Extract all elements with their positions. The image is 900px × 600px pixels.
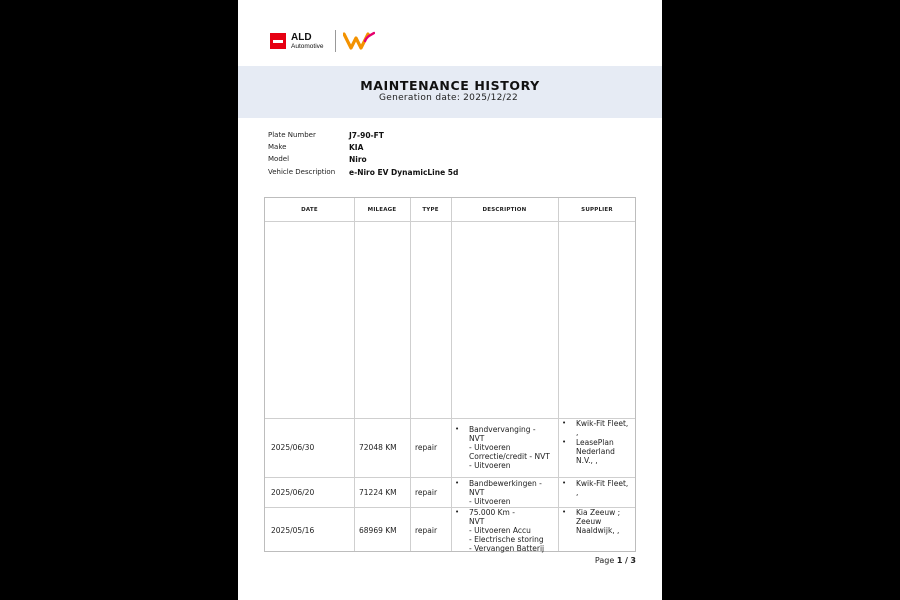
supplier-line: • Kwik-Fit Fleet, xyxy=(576,419,629,428)
vehicle-description-value: e-Niro EV DynamicLine 5d xyxy=(349,167,459,177)
description-line: - Uitvoeren xyxy=(469,497,511,506)
generation-date-label: Generation date: xyxy=(378,93,461,103)
description-line: - Vervangen Batterij xyxy=(469,544,545,553)
column-header-type: TYPE xyxy=(422,207,439,213)
description-line: NVT xyxy=(469,488,485,497)
description-line: - Electrische storing xyxy=(469,535,544,544)
row-1-type: repair xyxy=(415,443,438,452)
row-1-description xyxy=(455,425,550,470)
model-label: Model xyxy=(268,155,290,164)
document-page xyxy=(238,0,662,600)
header-divider xyxy=(265,221,635,222)
page-separator: / xyxy=(624,556,628,565)
row-divider xyxy=(265,477,635,478)
row-2-type: repair xyxy=(415,488,438,497)
supplier-line: • LeasePlan xyxy=(576,438,614,447)
row-2-description xyxy=(455,479,542,506)
row-3-description xyxy=(455,508,544,553)
supplier-item xyxy=(562,479,628,497)
description-line: - Uitvoeren xyxy=(469,443,511,452)
row-3-type: repair xyxy=(415,526,438,535)
row-2-mileage: 71224 KM xyxy=(359,488,397,497)
page-total: 3 xyxy=(630,556,636,565)
description-line: NVT xyxy=(469,434,485,443)
supplier-line: , xyxy=(576,428,579,437)
supplier-line: Nederland xyxy=(576,447,615,456)
supplier-item xyxy=(562,438,628,465)
supplier-line: N.V., , xyxy=(576,456,598,465)
description-line: Correctie/credit - NVT xyxy=(469,452,550,461)
column-header-mileage: MILEAGE xyxy=(367,207,397,213)
row-1-supplier xyxy=(562,419,628,465)
ald-logo-subtitle: Automotive xyxy=(291,43,324,50)
column-header-description: DESCRIPTION xyxy=(482,207,527,213)
page-title: MAINTENANCE HISTORY xyxy=(360,78,540,93)
description-line: - Uitvoeren xyxy=(469,461,511,470)
supplier-line: • Kwik-Fit Fleet, xyxy=(576,479,629,488)
description-line: NVT xyxy=(469,517,485,526)
row-2-supplier xyxy=(562,479,628,497)
supplier-line: Zeeuw xyxy=(576,517,602,526)
row-1-mileage: 72048 KM xyxy=(359,443,397,452)
description-item xyxy=(455,479,542,488)
row-3-mileage: 68969 KM xyxy=(359,526,397,535)
supplier-line: • Kia Zeeuw ; xyxy=(576,508,621,517)
description-line: - Uitvoeren Accu xyxy=(469,526,531,535)
model-value: Niro xyxy=(349,155,367,165)
supplier-line: Naaldwijk, , xyxy=(576,526,620,535)
maintenance-table xyxy=(264,197,636,552)
generation-date-value: 2025/12/22 xyxy=(463,93,519,103)
supplier-item xyxy=(562,419,628,437)
row-3-date: 2025/05/16 xyxy=(271,526,315,535)
description-item xyxy=(455,508,544,517)
generation-date xyxy=(238,93,662,103)
description-line: Bandbewerkingen - xyxy=(469,479,542,488)
description-line: 75.000 Km - xyxy=(469,508,515,517)
supplier-item xyxy=(562,508,620,535)
description-line: Bandvervanging - xyxy=(469,425,536,434)
w-logo-icon xyxy=(343,31,375,51)
page-current: 1 xyxy=(616,556,623,565)
row-3-supplier xyxy=(562,508,620,535)
plate-number-value: J7-90-FT xyxy=(349,131,384,140)
row-1-date: 2025/06/30 xyxy=(271,443,315,452)
make-label: Make xyxy=(268,143,287,152)
column-header-date: DATE xyxy=(301,207,318,213)
logo-divider xyxy=(335,30,336,52)
page-label: Page xyxy=(594,556,615,565)
ald-logo-icon xyxy=(270,33,286,49)
plate-number-label: Plate Number xyxy=(268,131,316,139)
column-divider xyxy=(410,198,411,551)
make-value: KIA xyxy=(349,143,364,153)
column-divider xyxy=(558,198,559,551)
page-indicator xyxy=(595,556,636,565)
supplier-line: , xyxy=(576,488,579,497)
column-divider xyxy=(451,198,452,551)
column-header-supplier: SUPPLIER xyxy=(581,207,613,213)
vehicle-description-label: Vehicle Description xyxy=(268,167,336,176)
description-item xyxy=(455,425,550,434)
column-divider xyxy=(354,198,355,551)
ald-logo-name: ALD xyxy=(291,32,312,43)
row-2-date: 2025/06/20 xyxy=(271,488,315,497)
